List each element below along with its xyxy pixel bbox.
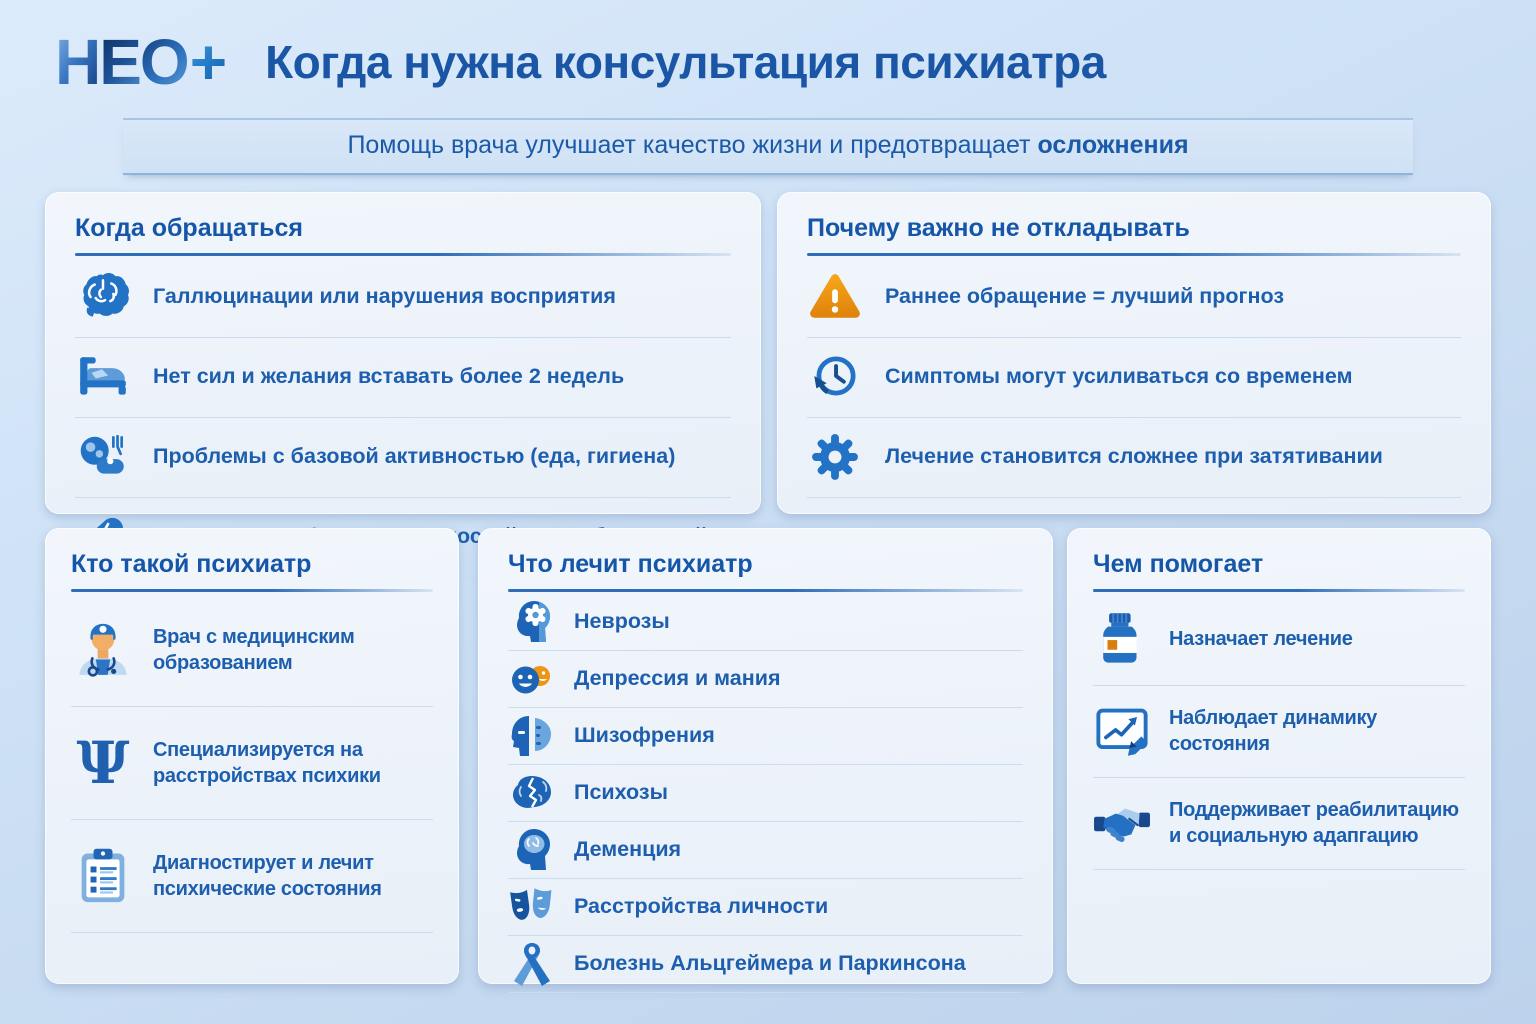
card-title: Когда обращаться bbox=[75, 214, 304, 242]
meal-icon bbox=[75, 429, 131, 485]
neo-plus-logo bbox=[55, 26, 226, 98]
list-item-text: Психозы bbox=[574, 779, 668, 804]
list-item-text: Галлюцинации или нарушения восприятия bbox=[153, 284, 616, 309]
subtitle-emphasis: осложнения bbox=[1037, 131, 1189, 159]
list-item bbox=[1093, 778, 1465, 870]
list-item bbox=[508, 879, 1023, 936]
list-item-text: Деменция bbox=[574, 836, 682, 861]
clipboard-icon bbox=[71, 844, 135, 908]
card-title-underline bbox=[75, 253, 731, 256]
list-item-text: Лечение становится сложнее при затятивании bbox=[885, 444, 1383, 469]
card-what-treats bbox=[478, 528, 1053, 984]
card-who-is-psychiatrist bbox=[45, 528, 459, 984]
clock-history-icon bbox=[807, 349, 863, 405]
list-item-text: Проблемы с базовой активностью (еда, гигиена) bbox=[153, 444, 676, 469]
subtitle-text: Помощь врача улучшает качество жизни и предотвращает bbox=[347, 131, 1031, 159]
logo-letter-o: О bbox=[139, 26, 188, 98]
card-title-underline bbox=[508, 589, 1023, 592]
logo-letter-n: Н bbox=[55, 26, 100, 98]
card-title: Почему важно не откладывать bbox=[807, 214, 1190, 242]
two-faces-icon bbox=[508, 655, 556, 703]
list-item bbox=[508, 651, 1023, 708]
bed-icon bbox=[75, 349, 131, 405]
list-item-text: Специализируется на расстройствах психики bbox=[153, 738, 381, 787]
brain-icon bbox=[75, 269, 131, 325]
list-item bbox=[508, 936, 1023, 993]
cracked-brain-icon bbox=[508, 769, 556, 817]
psi-symbol-icon: Ψ bbox=[76, 728, 130, 797]
list-item bbox=[807, 258, 1461, 338]
dynamics-chart-icon bbox=[1093, 702, 1151, 760]
card-title-underline bbox=[807, 253, 1461, 256]
card-why-not-delay bbox=[777, 192, 1491, 514]
list-item-text: Раннее обращение = лучший прогноз bbox=[885, 284, 1285, 309]
list-item-text: Нет сил и желания вставать более 2 недель bbox=[153, 364, 625, 389]
header bbox=[55, 26, 1106, 98]
head-brain-icon bbox=[508, 826, 556, 874]
list-item bbox=[508, 765, 1023, 822]
card-title: Чем помогает bbox=[1093, 550, 1264, 578]
warning-icon bbox=[807, 269, 863, 325]
doctor-icon bbox=[71, 618, 135, 682]
list-item bbox=[71, 594, 433, 707]
head-gear-icon bbox=[508, 598, 556, 646]
card-title: Что лечит психиатр bbox=[508, 550, 753, 578]
handshake-icon bbox=[1093, 794, 1151, 852]
card-how-helps bbox=[1067, 528, 1491, 984]
card-title-underline bbox=[71, 589, 433, 592]
card-when-to-seek bbox=[45, 192, 761, 514]
theater-masks-icon bbox=[508, 883, 556, 931]
list-item-text: Неврозы bbox=[574, 608, 670, 633]
list-item bbox=[71, 707, 433, 820]
logo-letter-e: Е bbox=[99, 26, 140, 98]
list-item-text: Расстройства личности bbox=[574, 893, 829, 918]
list-item-text: Врач с медицинским образованием bbox=[153, 625, 355, 674]
list-item-text: Болезнь Альцгеймера и Паркинсона bbox=[574, 950, 966, 975]
list-item-text: Депрессия и мания bbox=[574, 665, 781, 690]
list-item-text: Наблюдает динамику состояния bbox=[1169, 707, 1377, 755]
list-item bbox=[75, 258, 731, 338]
list-item bbox=[508, 594, 1023, 651]
list-item bbox=[1093, 594, 1465, 686]
list-item bbox=[807, 338, 1461, 418]
page-title: Когда нужна консультация психиатра bbox=[265, 36, 1106, 88]
list-item-text: Симптомы могут усиливаться со временем bbox=[885, 364, 1353, 389]
list-item bbox=[75, 338, 731, 418]
list-item bbox=[71, 820, 433, 933]
card-title: Кто такой психиатр bbox=[71, 550, 312, 578]
list-item bbox=[508, 708, 1023, 765]
list-item-text: Шизофрения bbox=[574, 722, 715, 747]
awareness-ribbon-icon bbox=[508, 940, 556, 988]
list-item-text: Поддерживает реабилитацию и социальную адапгацию bbox=[1169, 799, 1459, 847]
subtitle-band bbox=[123, 118, 1413, 175]
card-title-underline bbox=[1093, 589, 1465, 592]
list-item bbox=[75, 418, 731, 498]
list-item-text: Диагностирует и лечит психические состояния bbox=[153, 851, 382, 900]
list-item bbox=[508, 822, 1023, 879]
list-item bbox=[807, 418, 1461, 498]
list-item-text: Назначает лечение bbox=[1169, 628, 1353, 650]
list-item bbox=[1093, 686, 1465, 778]
medicine-bottle-icon bbox=[1093, 610, 1151, 668]
logo-plus-icon: + bbox=[189, 26, 226, 98]
split-head-icon bbox=[508, 712, 556, 760]
gear-icon bbox=[807, 429, 863, 485]
